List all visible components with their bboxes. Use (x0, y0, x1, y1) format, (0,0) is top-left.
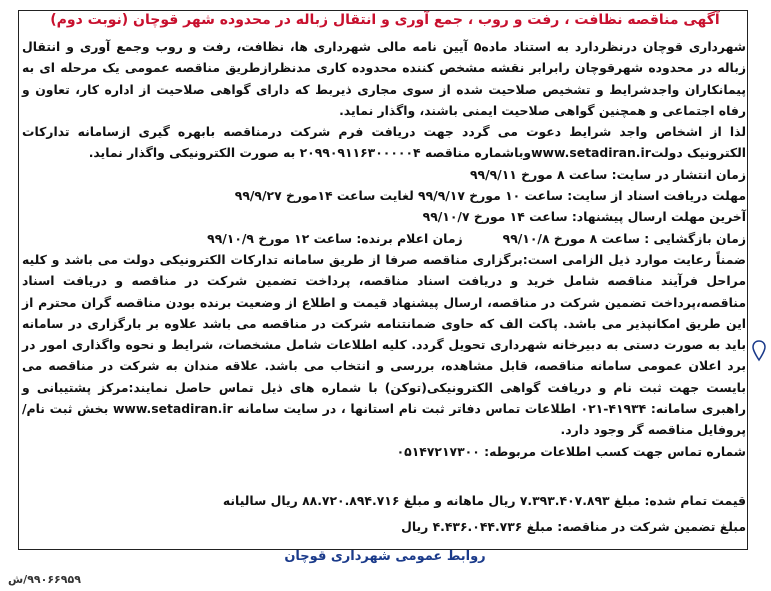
document-deadline: مهلت دریافت اسناد از سایت: ساعت ۱۰ مورخ ۹۹/۹/۱۷ لغایت ساعت ۱۴مورخ ۹۹/۹/۲۷ (234, 188, 746, 204)
intro-paragraph: شهرداری قوچان درنظردارد به استناد ماده۵ آیین نامه مالی شهرداری ها، نظافت، رفت و روب وجمع آوری و انتقال زباله در محدوده شهرقوچان رابرابر نقشه مشخص کننده محدوده کاری مدنظرازطریق مناقصه عمومی یک مرحله ای به پیمانکاران واجدشرایط و تشخیص صلاحیت شده از سوی مجاری ذیربط که دارای گواهی صلاحیت از اداره کار، تعاون و رفاه اجتماعی و همچنین گواهی صلاحیت ایمنی باشند، واگذار نماید. (22, 39, 746, 118)
guarantee-amount: مبلغ تضمین شرکت در مناقصه: مبلغ ۴.۴۳۶.۰۴۴.۷۳۶ ریال (401, 519, 746, 534)
opening-date: زمان بازگشایی : ساعت ۸ مورخ ۹۹/۱۰/۸ (502, 230, 746, 246)
winner-date: زمان اعلام برنده: ساعت ۱۲ مورخ ۹۹/۱۰/۹ (207, 230, 463, 246)
requirements-paragraph: ضمناً رعایت موارد ذیل الزامی است:برگزاری مناقصه صرفا از طریق سامانه تدارکات الکترونیکی دولت می باشد و کلیه مراحل فرآیند مناقصه شامل خرید و دریافت اسناد مناقصه، پرداخت تضمین شرکت در مناقصه و دریافت اسناد مناقصه،پرداخت تضمین شرکت در مناقصه، ارسال پیشنهاد قیمت و اطلاع از وضعیت برنده بودن مناقصه گران محترم از این طریق امکانپذیر می باشد. پاکت الف که حاوی ضمانتنامه شرکت در مناقصه می باشد علاوه بر بارگزاری در سامانه باید به صورت دستی به دبیرخانه شهرداری تحویل گردد. کلیه اطلاعات شامل مشخصات، شرایط و نحوه واگذاری امور در برد اعلان عمومی سامانه مناقصه، قابل مشاهده، بررسی و انتخاب می باشد. علاقه مندان به شرکت در مناقصه می بایست جهت ثبت نام و دریافت گواهی الکترونیکی(توکن) با شماره های ذیل تماس حاصل نمایند:مرکز پشتیبانی و راهبری سامانه: ۴۱۹۳۴-۰۲۱ اطلاعات تماس دفاتر ثبت نام استانها ، در سایت سامانه www.setadiran.ir بخش ثبت نام/پروفایل مناقصه گر وجود دارد. (22, 251, 746, 438)
proposal-deadline: آخرین مهلت ارسال پیشنهاد: ساعت ۱۴ مورخ ۹۹/۱۰/۷ (422, 209, 746, 225)
contact-line: شماره تماس جهت کسب اطلاعات مربوطه: ۰۵۱۴۷۲۱۷۳۰۰ (396, 443, 746, 459)
pin-icon (752, 340, 766, 366)
invitation-paragraph: لذا از اشخاص واجد شرایط دعوت می گردد جهت دریافت فرم شرکت درمناقصه بابهره گیری ازسامانه تدارکات الکترونیک دولتwww.setadiran.irوباشماره مناقصه ۲۰۹۹۰۹۱۱۶۳۰۰۰۰۰۴ به صورت الکترونیکی واگذار نماید. (22, 124, 746, 161)
notice-body (22, 36, 746, 462)
notice-title: آگهی مناقصه نظافت ، رفت و روب ، جمع آوری و انتقال زباله در محدوده شهر قوچان (نوبت دوم) (50, 12, 720, 28)
total-price: قیمت تمام شده: مبلغ ۷.۳۹۳.۴۰۷.۸۹۳ ریال ماهانه و مبلغ ۸۸.۷۲۰.۸۹۴.۷۱۶ ریال سالیانه (222, 493, 746, 508)
opening-winner-row (22, 228, 746, 249)
signature: روابط عمومی شهرداری قوچان (284, 549, 486, 564)
notice-code: ۹۹۰۶۶۹۵۹/ش (8, 573, 81, 586)
publish-date: زمان انتشار در سایت: ساعت ۸ مورخ ۹۹/۹/۱۱ (469, 166, 746, 182)
